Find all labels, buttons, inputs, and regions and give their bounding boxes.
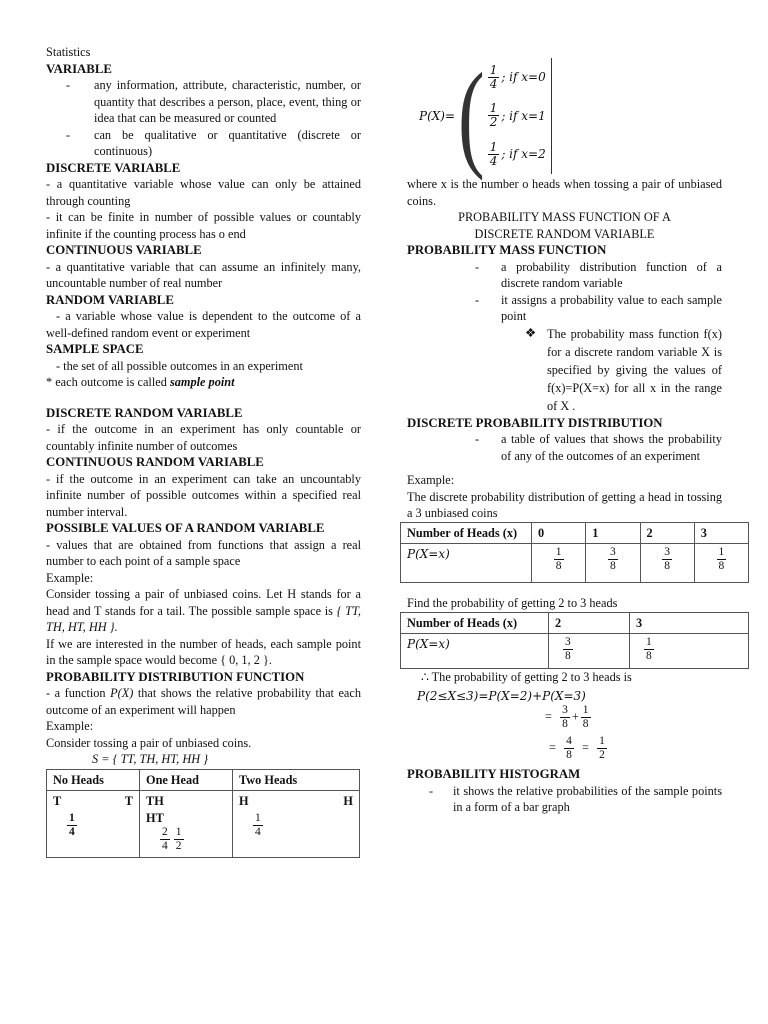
two-to-three-heads-table [400, 612, 749, 670]
diamond-bullet-icon: ❖ [525, 325, 537, 340]
table-cell: 1 [586, 522, 640, 544]
dpd-item: - a table of values that shows the probability of any of the outcomes of an experiment [475, 432, 722, 463]
sample-space-text: - the set of all possible outcomes in an experiment [56, 358, 303, 373]
variable-item-2: - can be qualitative or quantitative (discrete or continuous) [66, 127, 361, 158]
possible-values-interest-text: If we are interested in the number of heads, each sample point in the sample space would become { 0, 1, 2 }. [46, 636, 361, 667]
possible-values-heading: POSSIBLE VALUES OF A RANDOM VARIABLE [46, 521, 325, 535]
right-column [407, 50, 725, 816]
fraction: $\frac{1}{8}$ [646, 636, 652, 662]
fraction: $\frac{1}{4}$ [489, 140, 498, 169]
possible-values-example-label: Example: [46, 570, 94, 585]
table-cell: 2 [549, 612, 630, 634]
possible-values-example-text: Consider tossing a pair of unbiased coins. Let H stands for a head and T stands for a tail. The possible sample space is { TT, TH, HT, HH }. [46, 587, 361, 634]
table-cell [532, 544, 586, 583]
table-row [401, 612, 749, 634]
pmf-title-line-1: PROBABILITY MASS FUNCTION OF A [458, 210, 671, 224]
sample-space-heading: SAMPLE SPACE [46, 342, 144, 356]
discrete-variable-line-2: - it can be finite in number of possible values or countably infinite if the counting process has o end [46, 210, 361, 241]
formula-case: $\frac{1}{2}$ ; if x=1 [489, 101, 546, 130]
fraction: $\frac{3}{8}$ [562, 704, 568, 730]
discrete-random-variable-heading: DISCRETE RANDOM VARIABLE [46, 405, 243, 420]
table-cell: 2 [640, 522, 694, 544]
table-cell [630, 634, 749, 669]
table-cell: TH HT $\frac{2}{4}$ $\frac{1}{2}$ [140, 791, 233, 858]
pdf-heading: PROBABILITY DISTRIBUTION FUNCTION [46, 669, 305, 684]
sample-point-note: * each outcome is called sample point [46, 375, 235, 389]
fraction: $\frac{4}{8}$ [566, 735, 572, 761]
therefore-text: ∴ The probability of getting 2 to 3 heads is [421, 670, 632, 684]
fraction: $\frac{1}{2}$ [175, 826, 182, 852]
table-row [401, 522, 749, 544]
formula-case: $\frac{1}{4}$ ; if x=0 [489, 62, 546, 91]
fraction: $\frac{3}{8}$ [610, 546, 616, 572]
fraction: $\frac{1}{2}$ [599, 735, 605, 761]
probability-equation: P(2≤X≤3)=P(X=2)+P(X=3) [417, 688, 586, 703]
pdf-example-label: Example: [46, 719, 94, 733]
continuous-variable-text: - a quantitative variable that can assume an infinitely many, uncountable number of real number [46, 259, 361, 290]
histogram-item: - it shows the relative probabilities of the sample points in a form of a bar graph [429, 783, 722, 814]
discrete-random-variable-text: - if the outcome in an experiment has only countable or countably infinite number of outcomes [46, 422, 361, 453]
table-cell: 3 [630, 612, 749, 634]
table-row [401, 544, 749, 583]
possible-values-text: - values that are obtained from functions that assign a real number to each point of a sample space [46, 537, 361, 568]
three-coin-distribution-table [400, 522, 749, 584]
fraction: $\frac{1}{4}$ [255, 811, 261, 838]
fraction: $\frac{3}{8}$ [565, 636, 571, 662]
table-cell [549, 634, 630, 669]
fraction: $\frac{2}{4}$ [162, 826, 168, 852]
fraction: $\frac{1}{4}$ [489, 62, 498, 91]
pmf-item-2: - it assigns a probability value to each sample point [475, 292, 722, 323]
table-cell: H H $\frac{1}{4}$ [233, 791, 360, 858]
subject-label: Statistics [46, 45, 91, 59]
variable-heading: VARIABLE [46, 61, 112, 76]
continuous-random-variable-heading: CONTINUOUS RANDOM VARIABLE [46, 455, 264, 469]
pmf-title-line-2: DISCRETE RANDOM VARIABLE [474, 226, 655, 241]
coin-outcome-table [46, 769, 360, 859]
random-variable-text: - a variable whose value is dependent to the outcome of a well-defined random event or experiment [46, 309, 361, 340]
equation-step-2: = $\frac{3}{8}$ + $\frac{1}{8}$ [545, 704, 589, 730]
where-text: where x is the number o heads when tossing a pair of unbiased coins. [407, 177, 722, 208]
table-header-cell: One Head [140, 769, 233, 791]
table-header-cell: No Heads [47, 769, 140, 791]
pmf-heading: PROBABILITY MASS FUNCTION [407, 243, 607, 257]
fraction: $\frac{1}{8}$ [555, 546, 562, 572]
dpd-example-label: Example: [407, 473, 455, 487]
table-cell [586, 544, 640, 583]
formula-case: $\frac{1}{4}$ ; if x=2 [489, 140, 546, 169]
pdf-text: - a function P(X) that shows the relative probability that each outcome of an experiment will happen [46, 686, 361, 717]
continuous-random-variable-text: - if the outcome in an experiment can take an uncountably infinite number of possible outcomes within a specified real number interval. [46, 471, 361, 519]
fraction: $\frac{3}{8}$ [664, 546, 670, 572]
table-cell: P(X=x) [401, 634, 549, 669]
table-cell: 0 [532, 522, 586, 544]
pdf-sample-set: S = { TT, TH, HT, HH } [92, 752, 209, 766]
discrete-variable-heading: DISCRETE VARIABLE [46, 160, 181, 175]
table-cell: Number of Heads (x) [401, 522, 532, 544]
continuous-variable-heading: CONTINUOUS VARIABLE [46, 243, 202, 257]
table-header-cell: Two Heads [233, 769, 360, 791]
table-cell: Number of Heads (x) [401, 612, 549, 634]
pdf-example-text: Consider tossing a pair of unbiased coins. [46, 735, 252, 750]
fraction: $\frac{1}{4}$ [69, 811, 75, 838]
table-cell [640, 544, 694, 583]
dpd-heading: DISCRETE PROBABILITY DISTRIBUTION [407, 415, 663, 430]
pmf-bullet: ❖ The probability mass function f(x) for a discrete random variable X is specified by giving the values of f(x)=P(X=x) for all x in the range of X . [525, 325, 722, 413]
equation-step-3: = $\frac{4}{8}$ = $\frac{1}{2}$ [549, 735, 605, 761]
pmf-item-1: - a probability distribution function of a discrete random variable [475, 259, 722, 290]
dpd-example-text: The discrete probability distribution of getting a head in tossing a 3 unbiased coins [407, 489, 722, 520]
find-text: Find the probability of getting 2 to 3 heads [407, 596, 618, 610]
piecewise-formula: P(X)= ( $\frac{1}{4}$ ; if x=0 $\frac{1}{2}$ ; if x=1 $\frac{1}{4}$ ; if x=2 [419, 58, 722, 174]
random-variable-heading: RANDOM VARIABLE [46, 292, 174, 307]
fraction: $\frac{1}{2}$ [489, 101, 498, 130]
table-cell [694, 544, 748, 583]
table-row [401, 634, 749, 669]
fraction: $\frac{1}{8}$ [582, 704, 589, 730]
fraction: $\frac{1}{8}$ [718, 546, 725, 572]
table-row [47, 769, 360, 791]
table-cell: 3 [694, 522, 748, 544]
left-column [46, 44, 361, 858]
variable-item-1: - any information, attribute, characteristic, number, or quantity that describes a person, place, event, thing or idea that can be measured or counted [66, 78, 361, 125]
discrete-variable-line-1: - a quantitative variable whose value can only be attained through counting [46, 177, 361, 208]
histogram-heading: PROBABILITY HISTOGRAM [407, 767, 581, 781]
table-row [47, 791, 360, 858]
table-cell: P(X=x) [401, 544, 532, 583]
table-cell: T T $\frac{1}{4}$ [47, 791, 140, 858]
